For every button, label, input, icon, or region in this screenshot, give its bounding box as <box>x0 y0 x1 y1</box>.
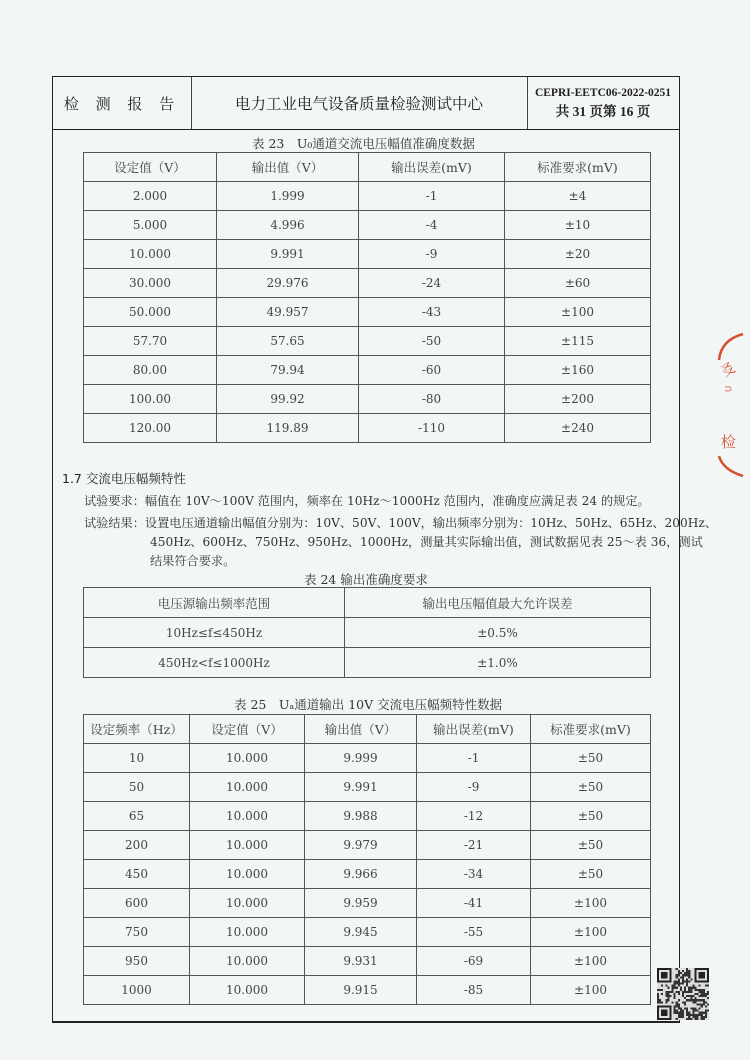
table-cell: ±100 <box>531 947 651 976</box>
table-cell: ±100 <box>531 976 651 1005</box>
table-cell: -34 <box>417 860 531 889</box>
column-header: 标准要求(mV) <box>531 715 651 744</box>
table-cell: ±50 <box>531 744 651 773</box>
table-cell: -55 <box>417 918 531 947</box>
table-row <box>84 744 651 773</box>
table-cell: 10.000 <box>190 889 305 918</box>
table-cell: 120.00 <box>84 414 217 443</box>
report-code: CEPRI-EETC06-2022-0251 <box>534 86 672 99</box>
qr-code-icon <box>657 968 709 1020</box>
table-cell: 29.976 <box>217 269 359 298</box>
table-row <box>84 211 651 240</box>
table-cell: 1.999 <box>217 182 359 211</box>
table-cell: 9.966 <box>305 860 417 889</box>
column-header: 标准要求(mV) <box>505 153 651 182</box>
table-cell: 9.991 <box>217 240 359 269</box>
table-row <box>84 918 651 947</box>
column-header: 输出误差(mV) <box>417 715 531 744</box>
table-cell: ±1.0% <box>345 648 651 678</box>
column-header: 输出值（V） <box>305 715 417 744</box>
table-cell: ±50 <box>531 831 651 860</box>
table-cell: -50 <box>359 327 505 356</box>
table-cell: -69 <box>417 947 531 976</box>
table-cell: ±60 <box>505 269 651 298</box>
table24-caption: 表 24 输出准确度要求 <box>304 572 428 587</box>
table-row <box>84 298 651 327</box>
table-cell: ±115 <box>505 327 651 356</box>
table-cell: -85 <box>417 976 531 1005</box>
column-header: 设定值（V） <box>190 715 305 744</box>
table-cell: 10.000 <box>190 918 305 947</box>
table-row <box>84 860 651 889</box>
table23-caption: 表 23 U₀通道交流电压幅值准确度数据 <box>252 136 475 151</box>
table-cell: ±0.5% <box>345 618 651 648</box>
table-cell: 10.000 <box>84 240 217 269</box>
table-row <box>84 240 651 269</box>
table-cell: ±160 <box>505 356 651 385</box>
table-cell: 5.000 <box>84 211 217 240</box>
table-cell: 10.000 <box>190 976 305 1005</box>
table-cell: 1000 <box>84 976 190 1005</box>
table-cell: 65 <box>84 802 190 831</box>
table-cell: -60 <box>359 356 505 385</box>
table-row <box>84 414 651 443</box>
table-row <box>84 618 651 648</box>
table-cell: ±200 <box>505 385 651 414</box>
table-cell: -110 <box>359 414 505 443</box>
table-cell: ±20 <box>505 240 651 269</box>
table-cell: 80.00 <box>84 356 217 385</box>
table-cell: 2.000 <box>84 182 217 211</box>
table-cell: -24 <box>359 269 505 298</box>
table-row <box>84 947 651 976</box>
table-cell: 9.988 <box>305 802 417 831</box>
table-cell: ±50 <box>531 802 651 831</box>
table-cell: 10Hz≤f≤450Hz <box>84 618 345 648</box>
table-row <box>84 356 651 385</box>
table-cell: ±100 <box>505 298 651 327</box>
table-row <box>84 976 651 1005</box>
table-cell: -4 <box>359 211 505 240</box>
table-row <box>84 269 651 298</box>
test-result-line3: 结果符合要求。 <box>150 554 236 568</box>
table-cell: ±50 <box>531 773 651 802</box>
table-cell: 9.979 <box>305 831 417 860</box>
qr-finder <box>661 972 667 978</box>
column-header: 电压源输出频率范围 <box>84 588 345 618</box>
table-header-row <box>84 588 651 618</box>
doc-type: 检 测 报 告 <box>53 77 192 129</box>
table-cell: 9.959 <box>305 889 417 918</box>
table-cell: 10 <box>84 744 190 773</box>
qr-finder <box>699 972 705 978</box>
table-cell: 10.000 <box>190 744 305 773</box>
table-cell: -1 <box>359 182 505 211</box>
table-cell: 450Hz<f≤1000Hz <box>84 648 345 678</box>
table-cell: 119.89 <box>217 414 359 443</box>
table-cell: ±4 <box>505 182 651 211</box>
inspection-seal-stamp <box>713 330 750 478</box>
table-header-row <box>84 153 651 182</box>
table24 <box>83 587 651 678</box>
test-result-line1: 试验结果：设置电压通道输出幅值分别为：10V、50V、100V，输出频率分别为：10Hz、50Hz、65Hz、200Hz、 <box>84 516 718 530</box>
table-cell: 9.915 <box>305 976 417 1005</box>
table-cell: 99.92 <box>217 385 359 414</box>
table-cell: 9.991 <box>305 773 417 802</box>
table-row <box>84 802 651 831</box>
table-cell: 49.957 <box>217 298 359 327</box>
seal-glyph: ⊃ <box>724 384 733 395</box>
table-cell: 10.000 <box>190 773 305 802</box>
table-cell: -80 <box>359 385 505 414</box>
table-cell: ±10 <box>505 211 651 240</box>
table-row <box>84 889 651 918</box>
table-cell: -12 <box>417 802 531 831</box>
table23 <box>83 152 651 443</box>
table-cell: 50.000 <box>84 298 217 327</box>
table-cell: 750 <box>84 918 190 947</box>
table-row <box>84 773 651 802</box>
table-cell: -1 <box>417 744 531 773</box>
column-header: 设定频率（Hz） <box>84 715 190 744</box>
table-cell: 10.000 <box>190 802 305 831</box>
report-id-cell <box>527 77 679 129</box>
table-cell: -43 <box>359 298 505 327</box>
table-cell: 950 <box>84 947 190 976</box>
table-row <box>84 385 651 414</box>
table-cell: 9.945 <box>305 918 417 947</box>
table-cell: -41 <box>417 889 531 918</box>
column-header: 设定值（V） <box>84 153 217 182</box>
column-header: 输出值（V） <box>217 153 359 182</box>
table-cell: ±50 <box>531 860 651 889</box>
seal-glyph: 㕛 <box>718 359 739 381</box>
section-title: 1.7 交流电压幅频特性 <box>62 471 186 486</box>
table-row <box>84 182 651 211</box>
table-cell: 10.000 <box>190 831 305 860</box>
table-cell: 30.000 <box>84 269 217 298</box>
table-header-row <box>84 715 651 744</box>
test-result-line2: 450Hz、600Hz、750Hz、950Hz、1000Hz，测量其实际输出值，测试数据见表 25～表 36，测试 <box>150 535 703 549</box>
qr-finder <box>661 1010 667 1016</box>
column-header: 输出电压幅值最大允许误差 <box>345 588 651 618</box>
table-cell: 9.999 <box>305 744 417 773</box>
table-cell: -21 <box>417 831 531 860</box>
table-cell: 10.000 <box>190 860 305 889</box>
seal-text: 检 <box>721 433 737 451</box>
table-cell: ±100 <box>531 889 651 918</box>
organization-name: 电力工业电气设备质量检验测试中心 <box>191 77 528 129</box>
table-cell: 100.00 <box>84 385 217 414</box>
table-cell: -9 <box>417 773 531 802</box>
table25 <box>83 714 651 1005</box>
table-cell: 200 <box>84 831 190 860</box>
seal-arc-top <box>719 334 743 360</box>
table-cell: ±100 <box>531 918 651 947</box>
table-cell: 79.94 <box>217 356 359 385</box>
table25-caption: 表 25 Uₐ通道输出 10V 交流电压幅频特性数据 <box>234 697 503 712</box>
table-cell: -9 <box>359 240 505 269</box>
table-cell: 57.70 <box>84 327 217 356</box>
table-row <box>84 831 651 860</box>
report-header <box>53 77 679 130</box>
table-row <box>84 648 651 678</box>
test-requirement: 试验要求：幅值在 10V～100V 范围内，频率在 10Hz～1000Hz 范围内，准确度应满足表 24 的规定。 <box>84 494 650 508</box>
page-info: 共 31 页第 16 页 <box>555 103 651 119</box>
column-header: 输出误差(mV) <box>359 153 505 182</box>
table-cell: 450 <box>84 860 190 889</box>
table-cell: 600 <box>84 889 190 918</box>
seal-arc-bottom <box>719 456 743 476</box>
table-cell: 10.000 <box>190 947 305 976</box>
table-cell: 4.996 <box>217 211 359 240</box>
table-cell: 50 <box>84 773 190 802</box>
table-cell: 9.931 <box>305 947 417 976</box>
table-cell: ±240 <box>505 414 651 443</box>
table-row <box>84 327 651 356</box>
table-cell: 57.65 <box>217 327 359 356</box>
